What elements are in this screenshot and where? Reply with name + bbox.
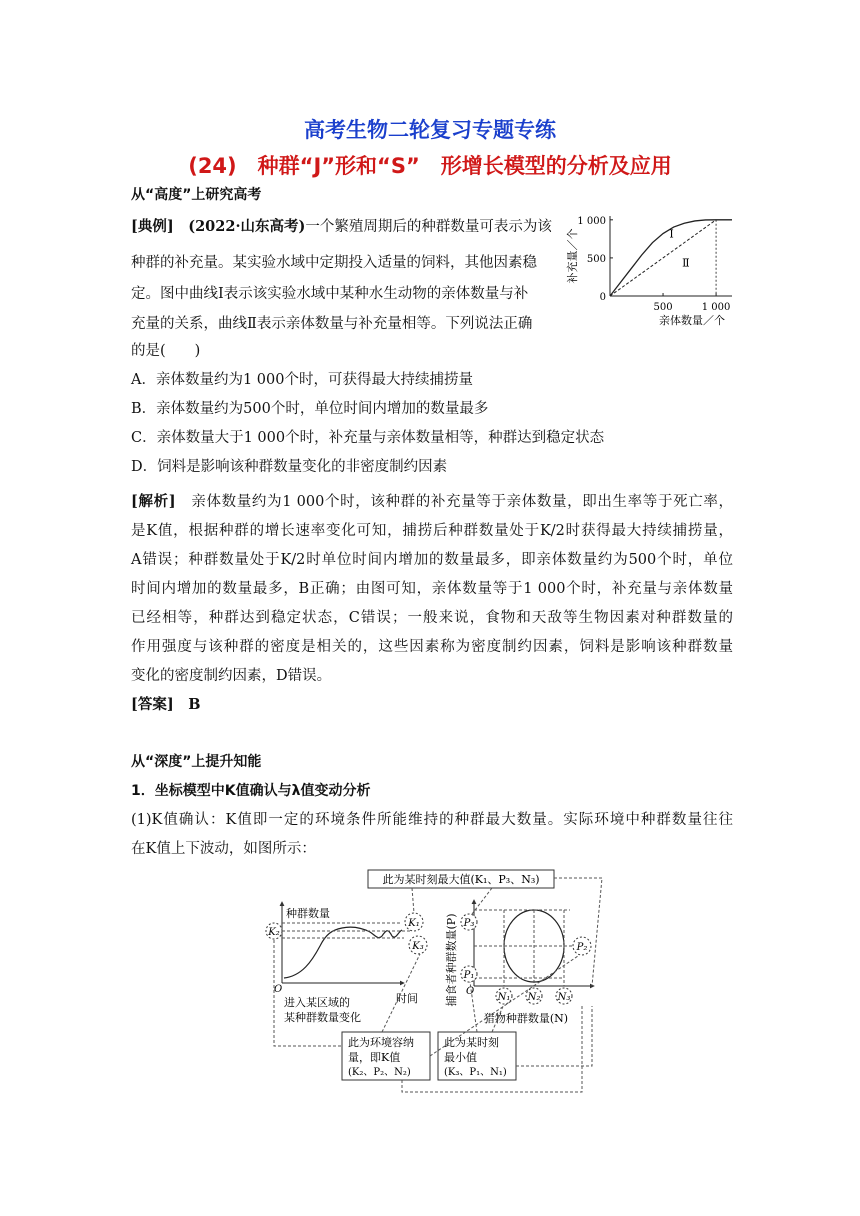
k1-label: K₁ (408, 918, 420, 929)
analysis-line-6: 作用强度与该种群的密度是相关的，这些因素称为密度制约因素，饲料是影响该种群数量 (131, 639, 733, 655)
answer-tag: [答案] (131, 696, 174, 713)
answer-value: B (188, 696, 201, 713)
series-line-2 (610, 220, 716, 296)
p2-label: P₂ (576, 942, 588, 953)
env-box-line-2: 量，即K值 (348, 1051, 401, 1064)
analysis-line-7: 变化的密度制约因素，D错误。 (131, 668, 332, 684)
page-subtitle: (24) 种群“J”形和“S” 形增长模型的分析及应用 (188, 154, 672, 178)
right-x-label: 猎物种群数量(N) (483, 1012, 569, 1025)
min-box-line-1: 此为某时刻 (444, 1036, 499, 1049)
example-line-1 (131, 217, 552, 237)
left-y-label: 种群数量 (286, 907, 330, 920)
example-source: (2022·山东高考) (188, 218, 306, 235)
k-line-2: 在K值上下波动，如图所示： (131, 841, 316, 857)
y-tick-label: 500 (586, 253, 606, 265)
y-axis-label: 补充量／个 (566, 228, 579, 284)
n3-label: N₃ (557, 992, 571, 1003)
k3-label: K₃ (412, 941, 424, 952)
analysis-line-3: A错误；种群数量处于K/2时单位时间内增加的数量最多，即亲体数量约为500个时，单位 (131, 552, 733, 568)
example-line-5: 的是( ) (131, 343, 201, 359)
example-tag: [典例] (131, 218, 174, 235)
x-tick-label: 1 000 (701, 302, 731, 313)
analysis-line-2: 是K值，根据种群的增长速率变化可知，捕捞后种群数量处于K/2时获得最大持续捕捞量， (131, 523, 733, 539)
series-label: Ⅱ (682, 256, 690, 270)
option-b: B．亲体数量约为500个时，单位时间内增加的数量最多 (131, 401, 489, 417)
left-origin: O (274, 984, 283, 995)
x-axis-label: 亲体数量／个 (659, 314, 725, 327)
item-1-heading: 1．坐标模型中K值确认与λ值变动分析 (131, 783, 371, 799)
y-tick-label: 0 (599, 292, 606, 303)
n2-label: N₂ (527, 992, 541, 1003)
x-tick-label: 500 (653, 302, 673, 313)
k-line-1: (1)K值确认：K值即一定的环境条件所能维持的种群最大数量。实际环境中种群数量往往 (131, 812, 733, 828)
env-box-line-3: (K₂、P₂、N₂) (348, 1067, 411, 1078)
right-y-label: 捕食者种群数量(P) (445, 913, 458, 1007)
analysis-line-5: 已经相等，种群达到稳定状态，C错误；一般来说，食物和天敌等生物因素对种群数量的 (131, 610, 733, 626)
analysis-line-4: 时间内增加的数量最多，B正确；由图可知，亲体数量等于1 000个时，补充量与亲体数量 (131, 581, 733, 597)
option-d: D．饲料是影响该种群数量变化的非密度制约因素 (131, 459, 448, 475)
n1-label: N₁ (497, 992, 511, 1003)
population-curve (284, 927, 402, 978)
y-tick-label: 1 000 (577, 215, 606, 227)
answer-line (131, 695, 201, 715)
min-box-line-2: 最小值 (444, 1051, 477, 1064)
option-a: A．亲体数量约为1 000个时，可获得最大持续捕捞量 (131, 372, 473, 388)
analysis-text: 亲体数量约为1 000个时，该种群的补充量等于亲体数量，即出生率等于死亡率， (175, 494, 733, 510)
example-line-4: 充量的关系，曲线Ⅱ表示亲体数量与补充量相等。下列说法正确 (131, 316, 533, 332)
left-x-label: 时间 (396, 992, 418, 1005)
section-heading-1: 从“高度”上研究高考 (131, 187, 262, 203)
left-caption-2: 某种群数量变化 (284, 1011, 361, 1024)
k2-label: K₂ (268, 927, 280, 938)
env-box-line-1: 此为环境容纳 (348, 1036, 414, 1049)
page-title: 高考生物二轮复习专题专练 (304, 118, 556, 142)
recruitment-chart (560, 208, 740, 336)
series-label: Ⅰ (669, 227, 674, 241)
example-line-3: 定。图中曲线Ⅰ表示该实验水域中某种水生动物的亲体数量与补 (131, 286, 529, 302)
left-caption-1: 进入某区域的 (284, 996, 350, 1009)
p1-label: P₁ (463, 970, 475, 981)
analysis-tag: [解析] (131, 493, 176, 510)
section-heading-2: 从“深度”上提升知能 (131, 754, 262, 770)
option-c: C．亲体数量大于1 000个时，补充量与亲体数量相等，种群达到稳定状态 (131, 430, 605, 446)
example-text: 一个繁殖周期后的种群数量可表示为该 (305, 219, 552, 235)
example-line-2: 种群的补充量。某实验水域中定期投入适量的饲料，其他因素稳 (131, 255, 537, 271)
right-origin: O (466, 986, 475, 997)
p3-label: P₃ (463, 918, 475, 929)
analysis-line-1 (131, 492, 733, 512)
min-box-line-3: (K₃、P₁、N₁) (444, 1067, 507, 1078)
max-value-label: 此为某时刻最大值(K₁、P₃、N₃) (382, 873, 540, 886)
k-value-diagram (262, 866, 612, 1098)
